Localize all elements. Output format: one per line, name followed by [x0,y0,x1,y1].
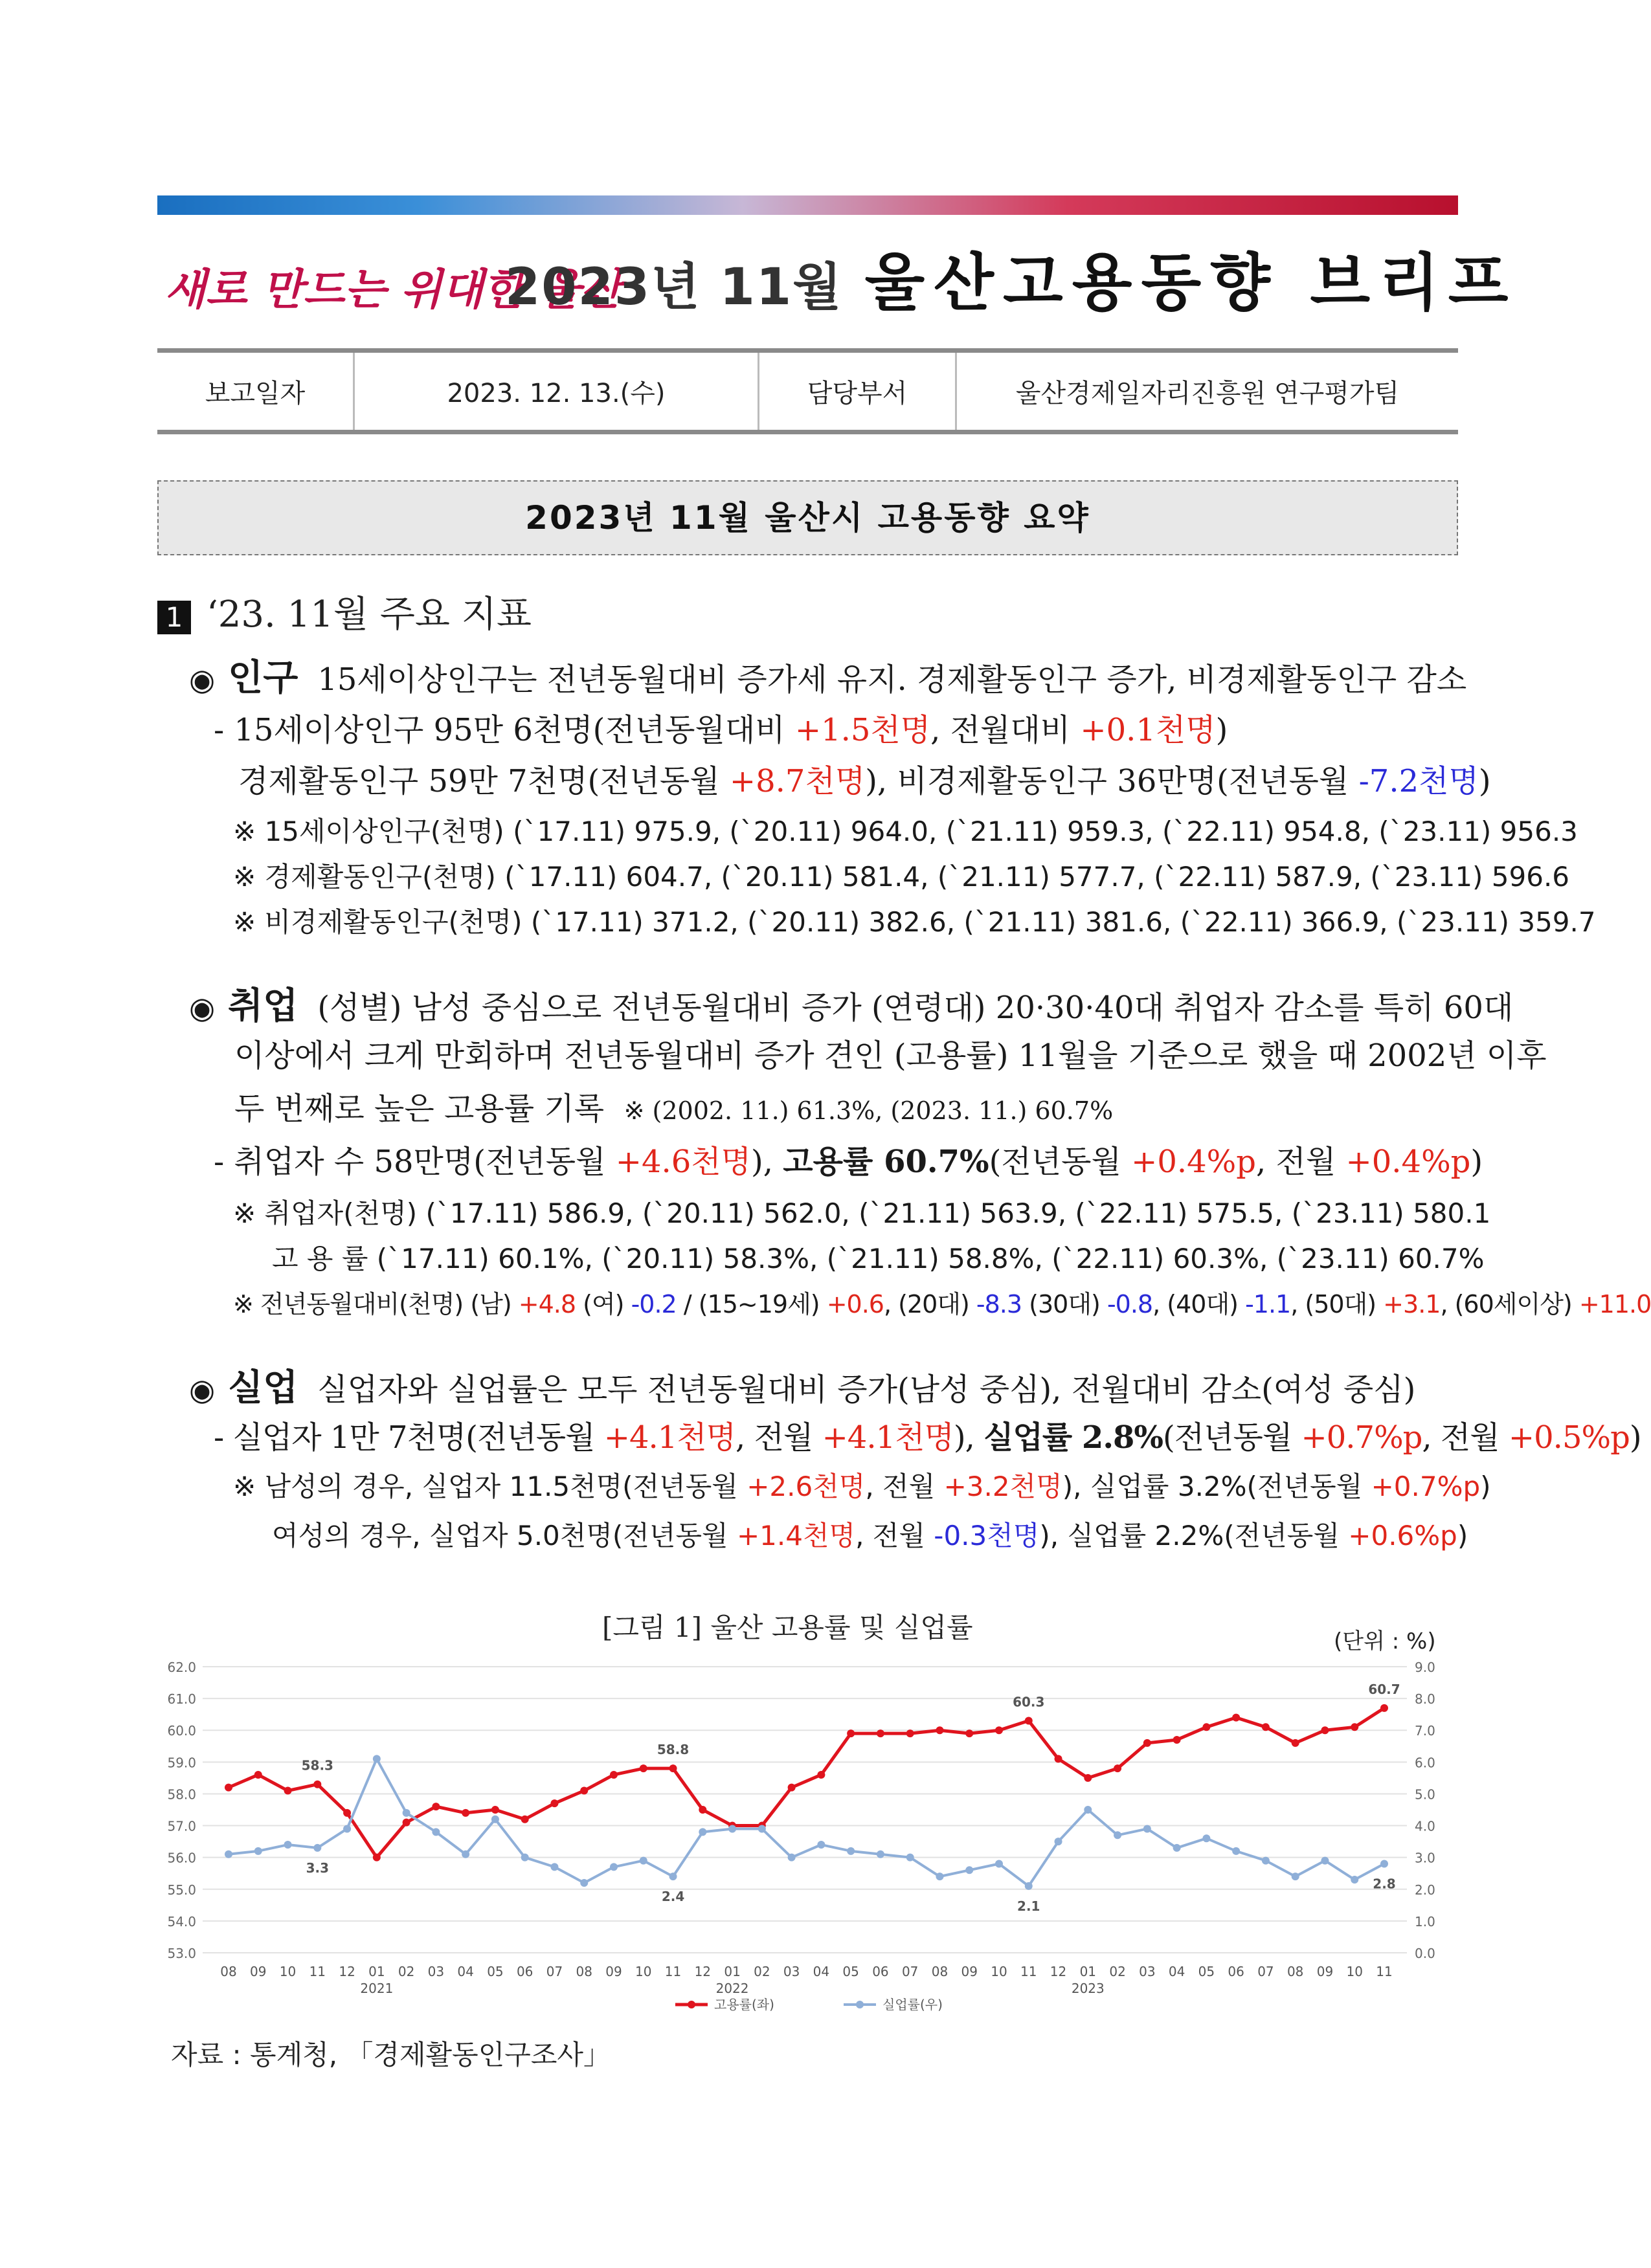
x-axis-tick: 03 [427,1964,445,1979]
legend-employment-marker [688,2001,695,2008]
x-axis-tick: 04 [813,1964,830,1979]
figure-caption: [그림 1] 울산 고용률 및 실업률 [602,1612,973,1643]
data-label: 58.8 [657,1742,690,1758]
unemployment-rate-point [995,1860,1003,1867]
unemployment-rate-point [610,1863,618,1871]
x-axis-year-label: 2021 [360,1981,394,1996]
legend-employment-label: 고용률(좌) [714,1997,774,2012]
right-axis-tick: 3.0 [1415,1850,1435,1866]
employment-rate-point [284,1787,292,1795]
x-axis-tick: 12 [1050,1964,1067,1979]
x-axis-tick: 12 [339,1964,355,1979]
x-axis-tick: 08 [576,1964,592,1979]
x-axis-tick: 05 [842,1964,859,1979]
section-title: ‘23. 11월 주요 지표 [207,594,532,636]
dept-label: 담당부서 [759,351,956,432]
employment-rate-point [1084,1774,1092,1782]
unemployment-rate-point [1025,1882,1033,1890]
x-axis-tick: 06 [1228,1964,1244,1979]
unemployment-rate-point [313,1844,321,1852]
x-axis-tick: 08 [1286,1964,1304,1979]
left-axis-tick: 58.0 [167,1786,196,1803]
x-axis-tick: 11 [1020,1964,1037,1979]
summary-title: 2023년 11월 울산시 고용동향 요약 [157,480,1458,555]
employment-unemployment-chart [157,1647,1459,2029]
x-axis-tick: 02 [398,1964,415,1979]
employment-note-3: ※ 전년동월대비(천명) (남) +4.8 (여) -0.2 / (15~19세) +0.6, (20대) -8.3 (30대) -0.8, (40대) -1.1, (50대) +3.1, (60세이상) +11.0 [233,1290,1651,1318]
x-axis-tick: 04 [1168,1964,1185,1979]
employment-rate-point [1143,1739,1151,1747]
employment-rate-point [610,1771,618,1779]
x-axis-tick: 10 [1346,1964,1363,1979]
report-date-value: 2023. 12. 13.(수) [354,351,759,432]
x-axis-tick: 11 [1376,1964,1393,1979]
employment-rate-point [462,1809,469,1817]
x-axis-tick: 08 [931,1964,949,1979]
title-date: 2023년 11월 [505,258,843,317]
unemployment-rate-point [906,1854,914,1862]
unemployment-rate-point [550,1863,558,1871]
employment-rate-point [877,1729,884,1737]
unemployment-rate-point [254,1847,262,1855]
x-axis-tick: 09 [1316,1964,1334,1979]
unemployment-rate-point [1351,1876,1358,1884]
employment-rate-point [254,1771,262,1779]
employment-para-2: 이상에서 크게 만회하며 전년동월대비 증가 견인 (고용률) 11월을 기준으로 했을 때 2002년 이후 [234,1038,1547,1074]
right-axis-tick: 0.0 [1415,1946,1435,1961]
x-axis-tick: 07 [1257,1964,1274,1979]
unemployment-rate-point [462,1851,469,1858]
dept-value: 울산경제일자리진흥원 연구평가팀 [956,351,1459,432]
x-axis-tick: 04 [457,1964,474,1979]
x-axis-tick: 06 [872,1964,889,1979]
employment-rate-point [1351,1723,1358,1731]
unemployment-rate-point [1292,1873,1299,1880]
bullet-icon: ◉ [189,1372,216,1407]
data-label: 2.1 [1017,1898,1040,1914]
employment-rate-point [995,1726,1003,1734]
x-axis-tick: 02 [1109,1964,1126,1979]
right-axis-tick: 4.0 [1415,1818,1435,1834]
population-line-1: - 15세이상인구 95만 6천명(전년동월대비 +1.5천명, 전월대비 +0.1천명) [214,712,1228,748]
unemployment-rate-point [936,1873,943,1880]
unemployment-rate-point [491,1816,499,1823]
unemployment-rate-point [669,1873,677,1880]
x-axis-tick: 09 [961,1964,978,1979]
x-axis-year-label: 2023 [1071,1981,1105,1996]
data-label: 2.8 [1373,1876,1396,1892]
x-axis-tick: 10 [279,1964,297,1979]
population-note-3: ※ 비경제활동인구(천명) (`17.11) 371.2, (`20.11) 382.6, (`21.11) 381.6, (`22.11) 366.9, (`23.11) 359.7 [233,906,1596,938]
employment-rate-point [313,1781,321,1788]
unemployment-line-1: - 실업자 1만 7천명(전년동월 +4.1천명, 전월 +4.1천명), 실업률 2.8%(전년동월 +0.7%p, 전월 +0.5%p) [214,1419,1641,1456]
employment-rate-point [1055,1755,1062,1762]
unemployment-rate-point [1380,1860,1388,1867]
report-date-label: 보고일자 [205,379,306,408]
x-axis-tick: 08 [220,1964,237,1979]
unemployment-rate-point [1173,1844,1181,1852]
left-axis-tick: 55.0 [167,1882,196,1898]
unemployment-rate-point [699,1828,706,1836]
employment-rate-point [1262,1723,1270,1731]
unemployment-rate-point [1143,1825,1151,1832]
employment-rate-point [403,1819,410,1827]
left-axis-tick: 56.0 [167,1850,196,1866]
unemployment-rate-point [728,1825,736,1832]
unemployment-rate-point [1055,1838,1062,1845]
x-axis-tick: 06 [516,1964,533,1979]
legend-unemployment-marker [856,2001,864,2008]
x-axis-tick: 03 [1139,1964,1156,1979]
left-axis-tick: 57.0 [167,1818,196,1834]
unemployment-rate-point [965,1866,973,1874]
unemployment-rate-point [432,1828,440,1836]
x-axis-tick: 07 [901,1964,919,1979]
source-note: 자료 : 통계청, 「경제활동인구조사」 [171,2039,611,2071]
employment-rate-point [1292,1739,1299,1747]
page-title [505,241,1518,325]
x-axis-tick: 09 [605,1964,622,1979]
employment-rate-point [343,1809,351,1817]
employment-rate-point [640,1764,647,1772]
unemployment-note-female: 여성의 경우, 실업자 5.0천명(전년동월 +1.4천명, 전월 -0.3천명), 실업률 2.2%(전년동월 +0.6%p) [272,1520,1468,1551]
unemployment-rate-point [225,1851,232,1858]
data-label: 2.4 [661,1889,685,1905]
x-axis-tick: 02 [754,1964,770,1979]
x-axis-tick: 03 [783,1964,800,1979]
unemployment-rate-point [284,1841,292,1849]
data-label: 3.3 [306,1860,330,1876]
unemployment-rate-point [817,1841,825,1849]
unemployment-rate-line [229,1759,1384,1885]
x-axis-tick: 11 [664,1964,682,1979]
unemployment-keyword: 실업 [228,1367,298,1409]
right-axis-tick: 6.0 [1415,1755,1435,1771]
employment-rate-point [1114,1764,1121,1772]
population-note-1: ※ 15세이상인구(천명) (`17.11) 975.9, (`20.11) 964.0, (`21.11) 959.3, (`22.11) 954.8, (`23.11) 956.3 [233,816,1578,847]
unemployment-rate-point [521,1854,529,1862]
right-axis-tick: 2.0 [1415,1882,1435,1898]
unemployment-rate-point [1232,1847,1240,1855]
x-axis-tick: 10 [991,1964,1007,1979]
population-keyword: 인구 [228,657,298,699]
employment-rate-point [1173,1736,1181,1744]
report-meta-table [157,348,1458,434]
employment-rate-point [1380,1704,1388,1712]
section-number: 1 [157,601,191,634]
unemployment-rate-point [1202,1834,1210,1842]
data-label: 60.3 [1013,1694,1045,1710]
employment-rate-point [491,1806,499,1814]
title-main: 울산고용동향 브리프 [864,247,1518,319]
employment-note-2: 고 용 률 (`17.11) 60.1%, (`20.11) 58.3%, (`21.11) 58.8%, (`22.11) 60.3%, (`23.11) 60.7% [272,1243,1485,1274]
unemployment-rate-point [877,1851,884,1858]
employment-rate-point [1232,1714,1240,1722]
x-axis-tick: 01 [1079,1964,1097,1979]
employment-rate-point [669,1764,677,1772]
unemployment-rate-point [1114,1831,1121,1839]
unemployment-rate-point [1084,1806,1092,1814]
employment-rate-point [788,1784,796,1792]
unemployment-rate-point [343,1825,351,1832]
unemployment-rate-point [758,1825,766,1832]
employment-rate-point [847,1729,855,1737]
unemployment-rate-point [788,1854,796,1862]
x-axis-tick: 01 [368,1964,385,1979]
employment-rate-point [965,1729,973,1737]
employment-keyword: 취업 [228,985,298,1027]
x-axis-tick: 10 [635,1964,652,1979]
unemployment-rate-point [403,1809,410,1817]
employment-para-3: 두 번째로 높은 고용률 기록 ※ (2002. 11.) 61.3%, (2023. 11.) 60.7% [234,1091,1114,1127]
employment-rate-point [225,1784,232,1792]
data-label: 58.3 [301,1757,333,1773]
right-axis-tick: 5.0 [1415,1786,1435,1803]
right-axis-tick: 1.0 [1415,1913,1435,1929]
right-axis-tick: 8.0 [1415,1691,1435,1707]
ulsan-logo [162,239,622,330]
employment-rate-point [521,1816,529,1823]
left-axis-tick: 54.0 [167,1913,196,1929]
unemployment-rate-point [580,1879,588,1887]
employment-rate-point [936,1726,943,1734]
unemployment-note-male: ※ 남성의 경우, 실업자 11.5천명(전년동월 +2.6천명, 전월 +3.2천명), 실업률 3.2%(전년동월 +0.7%p) [233,1471,1491,1502]
unemployment-rate-point [373,1755,381,1762]
employment-rate-point [699,1806,706,1814]
employment-line-1: - 취업자 수 58만명(전년동월 +4.6천명), 고용률 60.7%(전년동월 +0.4%p, 전월 +0.4%p) [214,1144,1483,1180]
section-heading [157,586,532,638]
logo-text: 새로 만드는 위대한 울산 [164,264,622,315]
employment-rate-point [1025,1717,1033,1724]
x-axis-tick: 12 [694,1964,712,1979]
employment-rate-point [580,1787,588,1795]
employment-rate-point [1202,1723,1210,1731]
right-axis-tick: 9.0 [1415,1660,1435,1675]
employment-rate-point [817,1771,825,1779]
unemployment-rate-point [640,1857,647,1865]
x-axis-tick: 05 [1198,1964,1215,1979]
unemployment-rate-point [1262,1857,1270,1865]
right-axis-tick: 7.0 [1415,1723,1435,1739]
x-axis-year-label: 2022 [715,1981,749,1996]
employment-rate-point [906,1729,914,1737]
employment-rate-point [1321,1726,1329,1734]
employment-rate-point [432,1803,440,1810]
population-line-2: 경제활동인구 59만 7천명(전년동월 +8.7천명), 비경제활동인구 36만명(전년동월 -7.2천명) [238,763,1491,799]
x-axis-tick: 07 [546,1964,563,1979]
population-headline [189,649,1466,701]
employment-rate-point [550,1799,558,1807]
x-axis-tick: 09 [250,1964,267,1979]
employment-rate-point [373,1854,381,1862]
header-gradient-bar [157,195,1458,215]
left-axis-tick: 53.0 [167,1946,196,1961]
population-headline-text: 15세이상인구는 전년동월대비 증가세 유지. 경제활동인구 증가, 비경제활동인구 감소 [317,662,1467,698]
employment-headline: ◉ 취업 (성별) 남성 중심으로 전년동월대비 증가 (연령대) 20·30·40대 취업자 감소를 특히 60대 [189,985,1514,1027]
x-axis-tick: 01 [724,1964,741,1979]
figure-unit: (단위 : %) [1334,1629,1436,1654]
bullet-icon: ◉ [189,990,216,1025]
employment-note-1: ※ 취업자(천명) (`17.11) 586.9, (`20.11) 562.0, (`21.11) 563.9, (`22.11) 575.5, (`23.11) 580.1 [233,1197,1491,1229]
bullet-icon: ◉ [189,662,216,697]
left-axis-tick: 59.0 [167,1755,196,1771]
x-axis-tick: 11 [309,1964,326,1979]
left-axis-tick: 61.0 [167,1691,196,1707]
left-axis-tick: 62.0 [167,1660,196,1675]
left-axis-tick: 60.0 [167,1723,196,1739]
legend-unemployment-label: 실업률(우) [882,1997,943,2012]
unemployment-rate-point [847,1847,855,1855]
population-note-2: ※ 경제활동인구(천명) (`17.11) 604.7, (`20.11) 581.4, (`21.11) 577.7, (`22.11) 587.9, (`23.11) 596.6 [233,861,1570,893]
unemployment-rate-point [1321,1857,1329,1865]
data-label: 60.7 [1368,1681,1400,1697]
unemployment-headline: ◉ 실업 실업자와 실업률은 모두 전년동월대비 증가(남성 중심), 전월대비 감소(여성 중심) [189,1367,1416,1409]
x-axis-tick: 05 [487,1964,504,1979]
